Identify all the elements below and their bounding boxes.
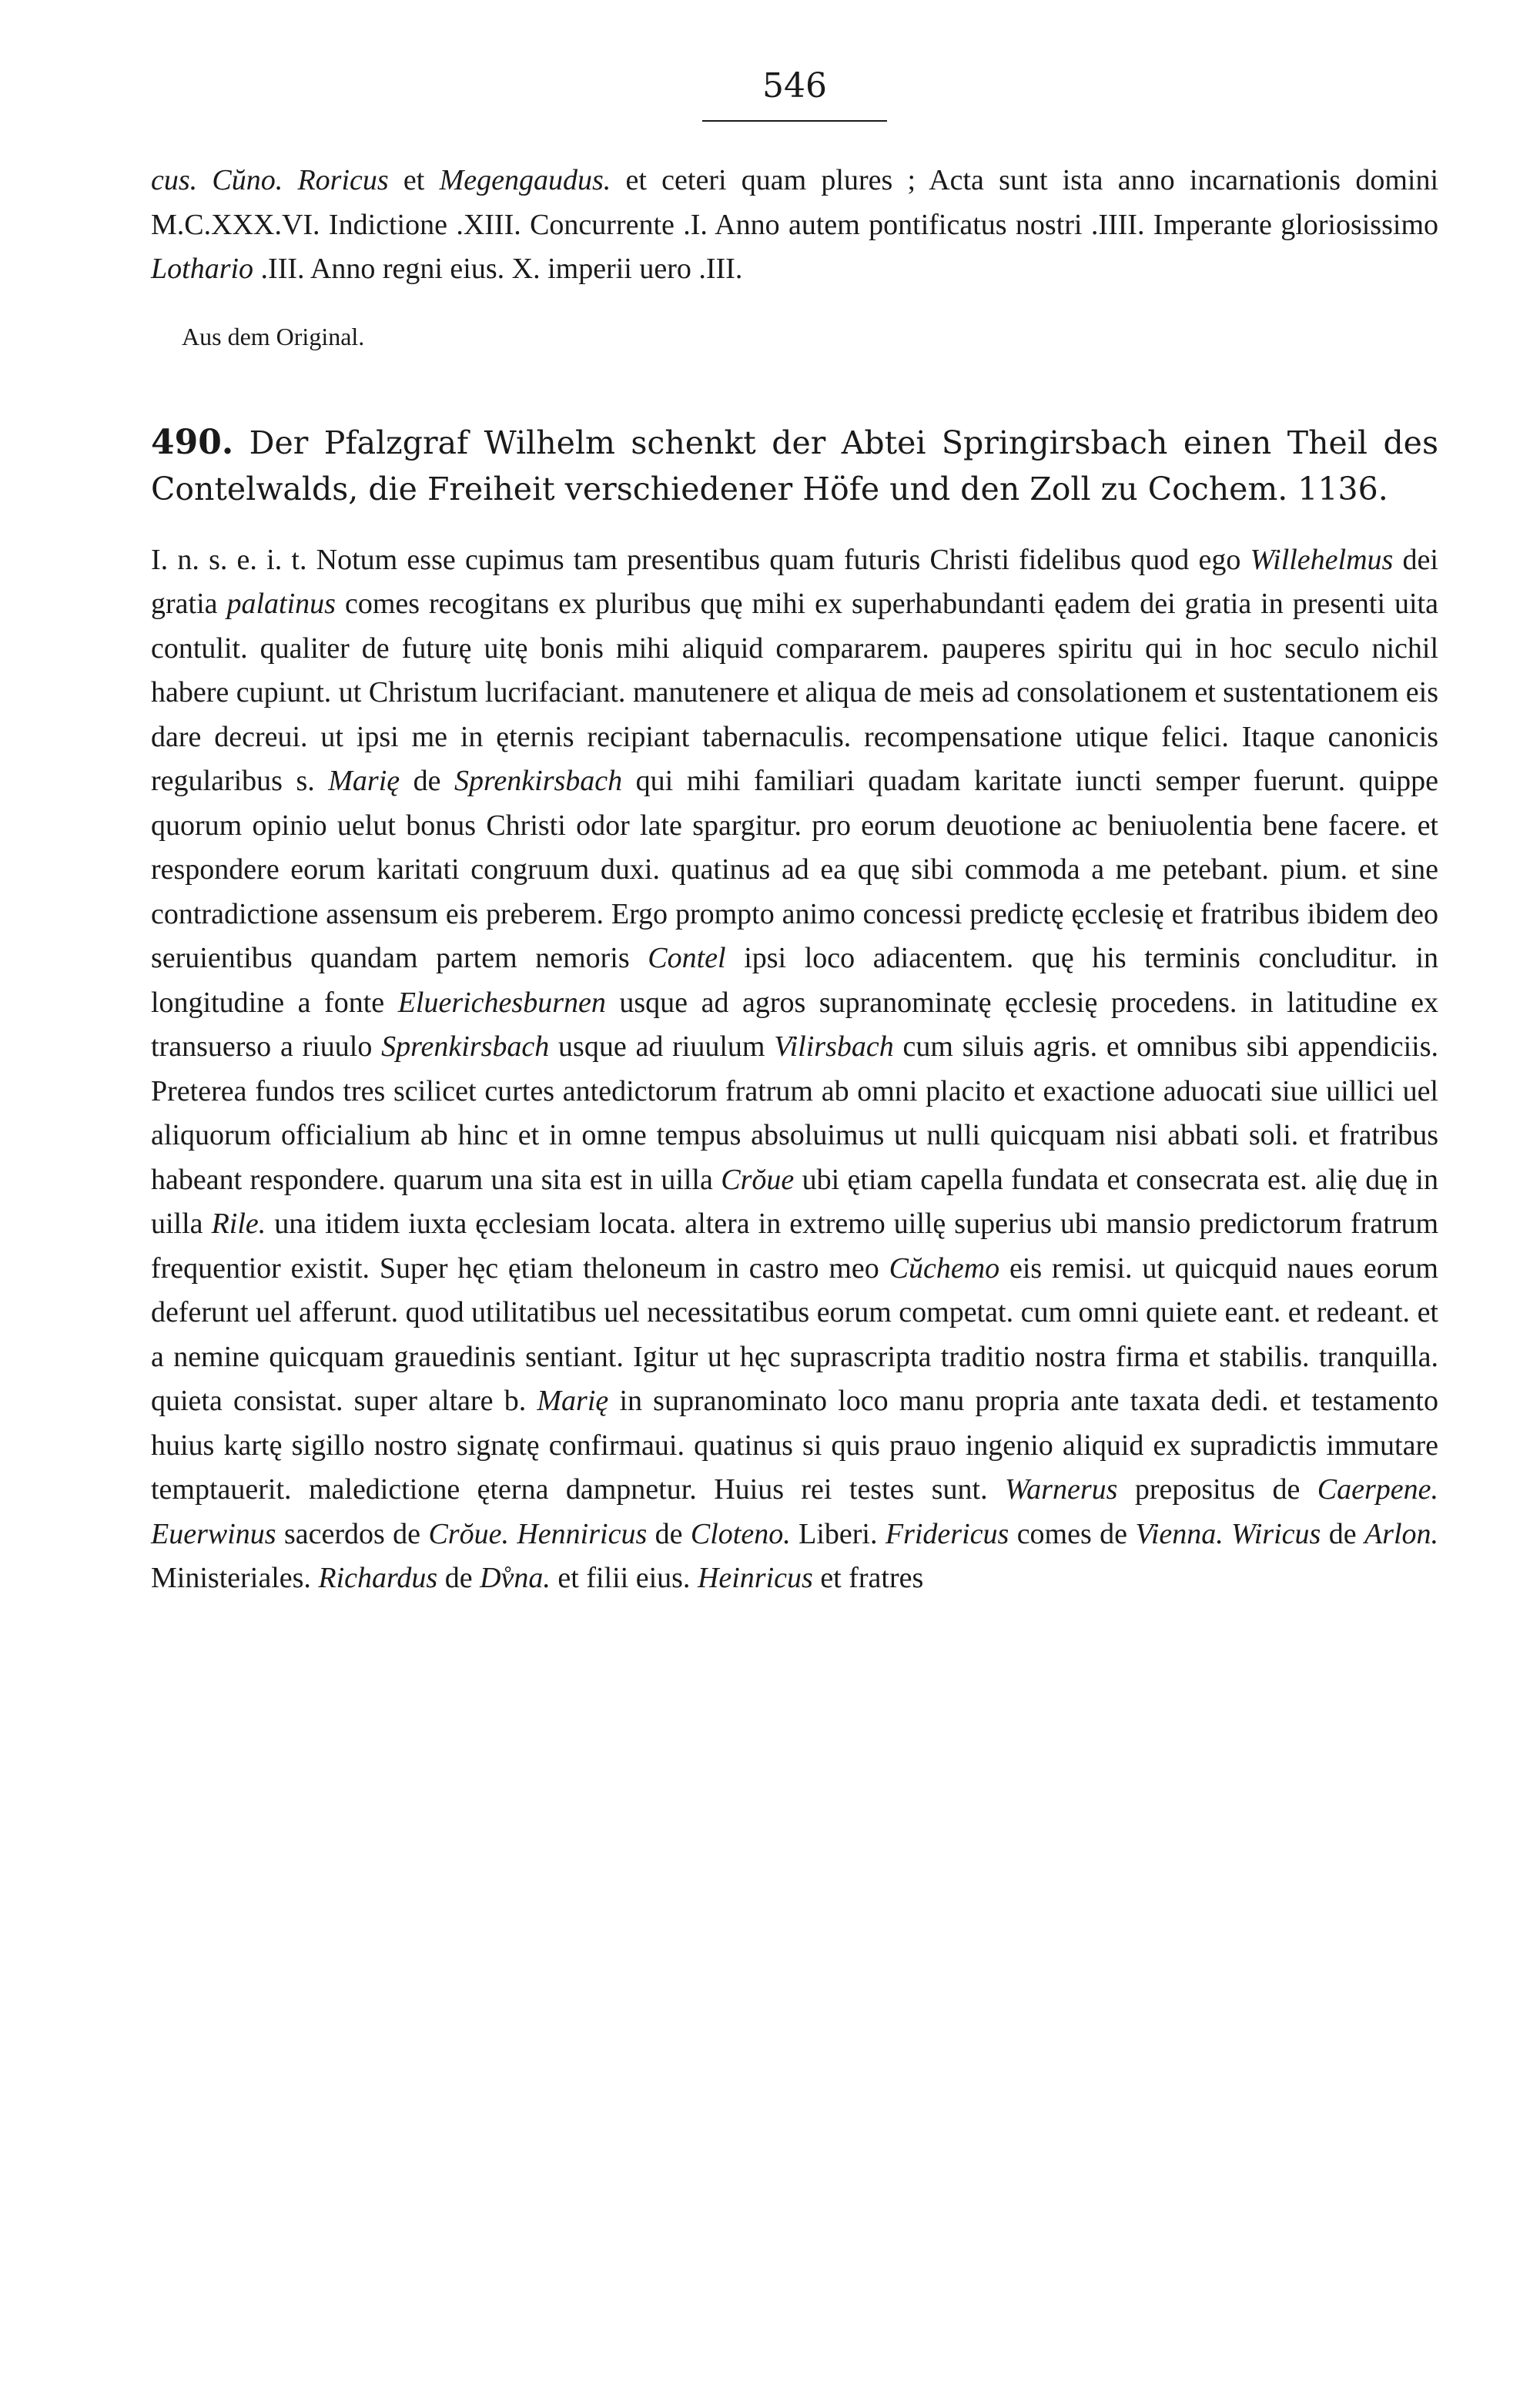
text-run: et — [388, 164, 440, 196]
text-run: ubi ętiam capella fundata et consecrata est. alię duę in uilla — [151, 1163, 1438, 1240]
page-number: 546 — [762, 66, 827, 106]
text-run: et fratres — [812, 1562, 924, 1594]
text-run: de — [1321, 1517, 1364, 1550]
text-run: comes recogitans ex pluribus quę mihi ex superhabundanti ęadem dei gratia in presenti uita contulit. qualiter de futurę uitę bonis mihi aliquid compararem. pauperes spiritu qui in hoc seculo nichil habere cupiunt. ut Christum lucrifaciant. manutenere et aliqua de meis ad consolationem et sustentationem eis dare decreui. ut ipsi me in ęternis recipiant tabernaculis. recompensatione utique felici. Itaque canonicis regularibus s. — [151, 588, 1438, 797]
text-run: .III. Anno regni eius. X. imperii uero .III. — [253, 253, 743, 285]
italic-name: Sprenkirsbach — [381, 1030, 550, 1063]
italic-name: Dv̊na. — [480, 1562, 551, 1594]
italic-name: Heinricus — [697, 1562, 813, 1594]
italic-name: Wiricus — [1231, 1517, 1321, 1550]
text-run: usque ad riuulum — [549, 1030, 775, 1063]
intro-paragraph — [151, 159, 1438, 292]
italic-name: Henniricus — [517, 1517, 648, 1550]
document-header — [151, 420, 1438, 512]
text-run: in supranominato loco manu propria ante taxata dedi. et testamento huius kartę sigillo nostro signatę confirmaui. quatinus si quis prauo ingenio aliquid ex supradictis immutare temptauerit. maledictione ęterna dampnetur. Huius rei testes sunt. — [151, 1385, 1438, 1506]
text-run: cum siluis agris. et omnibus sibi appendiciis. Preterea fundos tres scilicet curtes antedictorum fratrum ab omni placito et exactione aduocati siue uillici uel aliquorum officialium ab hinc et in omne tempus absoluimus ut nulli quicquam nisi abbati soli. et fratribus habeant respondere. quarum una sita est in uilla — [151, 1030, 1438, 1196]
text-run: et filii eius. — [550, 1562, 698, 1594]
italic-name: Contel — [648, 942, 726, 974]
text-run: Ministeriales. — [151, 1562, 319, 1594]
italic-name: Vilirsbach — [774, 1030, 894, 1063]
italic-name: Megengaudus. — [439, 164, 611, 196]
italic-name: Marię — [537, 1385, 609, 1417]
italic-name: Cloteno. — [690, 1517, 791, 1550]
text-run: eis remisi. ut quicquid naues eorum deferunt uel afferunt. quod utilitatibus uel necessitatibus eorum competat. cum omni quiete eant. et redeant. et a nemine quicquam grauedinis sentiant. Igitur ut hęc suprascripta traditio nostra firma et stabilis. tranquilla. quieta consistat. super altare b. — [151, 1251, 1438, 1417]
text-run: de — [647, 1517, 691, 1550]
text-run: qui mihi familiari quadam karitate iuncti semper fuerunt. quippe quorum opinio uelut bonus Christi odor late spargitur. pro eorum deuotione ac beniuolentia bene facere. et respondere eorum karitati congruum duxi. quatinus ad ea quę sibi commoda a me petebant. pium. et sine contradictione assensum eis preberem. Ergo prompto animo concessi predictę ęcclesię et fratribus ibidem deo seruientibus quandam partem nemoris — [151, 765, 1439, 974]
text-run: sacerdos de — [276, 1517, 429, 1550]
document-year: 1136. — [1297, 470, 1388, 508]
italic-name: Rile. — [211, 1208, 266, 1240]
italic-name: Caerpene. — [1317, 1473, 1438, 1506]
page-number-rule — [702, 120, 887, 122]
italic-name: palatinus — [226, 588, 336, 620]
page — [151, 66, 1439, 1630]
italic-name: Fridericus — [885, 1517, 1009, 1550]
text-run: ipsi loco adiacentem. quę his terminis concluditur. in longitudine a fonte — [151, 942, 1438, 1019]
text-run: I. n. s. e. i. t. Notum esse cupimus tam presentibus quam futuris Christi fidelibus quod ego — [151, 543, 1250, 576]
italic-name: Crŏue. — [428, 1517, 509, 1550]
italic-name: Sprenkirsbach — [454, 765, 623, 797]
text-run: prepositus de — [1117, 1473, 1317, 1506]
italic-name: Willehelmus — [1250, 543, 1394, 576]
italic-name: Cŭchemo — [889, 1251, 1000, 1285]
document-heading: Der Pfalzgraf Wilhelm schenkt der Abtei Springirsbach einen Theil des Contelwalds, die Freiheit verschiedener Höfe und den Zoll zu Cochem. — [151, 424, 1438, 508]
italic-name: Vienna. — [1135, 1517, 1224, 1550]
italic-name: Warnerus — [1005, 1473, 1118, 1506]
italic-name: Roricus — [297, 164, 389, 196]
italic-name: cus. Cŭno. — [151, 164, 298, 196]
italic-name: Richardus — [318, 1562, 438, 1594]
text-run — [509, 1518, 517, 1550]
text-run: Liberi. — [790, 1517, 886, 1550]
text-run: comes de — [1009, 1517, 1136, 1550]
text-run: usque ad agros supranominatę ęcclesię procedens. in latitudine ex transuerso a riuulo — [151, 986, 1439, 1063]
text-run: una itidem iuxta ęcclesiam locata. altera in extremo uillę superius ubi mansio predictorum fratrum frequentior existit. Super hęc ętiam theloneum in castro meo — [151, 1208, 1438, 1285]
text-run: dei gratia — [151, 543, 1438, 620]
document-body — [151, 538, 1438, 1601]
italic-name: Eluerichesburnen — [397, 986, 606, 1019]
italic-name: Crŏue — [721, 1163, 795, 1196]
source-note: Aus dem Original. — [182, 322, 365, 350]
italic-name: Arlon. — [1364, 1517, 1439, 1550]
text-run: de — [437, 1562, 480, 1594]
italic-name: Lothario — [151, 253, 254, 285]
text-run: et ceteri quam plures ; Acta sunt ista anno incarnationis domini M.C.XXX.VI. Indictione .XIII. Concurrente .I. Anno autem pontificatus nostri .IIII. Imperante gloriosissimo — [151, 164, 1438, 241]
italic-name: Marię — [328, 765, 400, 797]
text-run — [1224, 1518, 1231, 1550]
italic-name: Euerwinus — [151, 1517, 276, 1550]
document-number: 490. — [151, 422, 234, 462]
text-run: de — [400, 765, 455, 797]
